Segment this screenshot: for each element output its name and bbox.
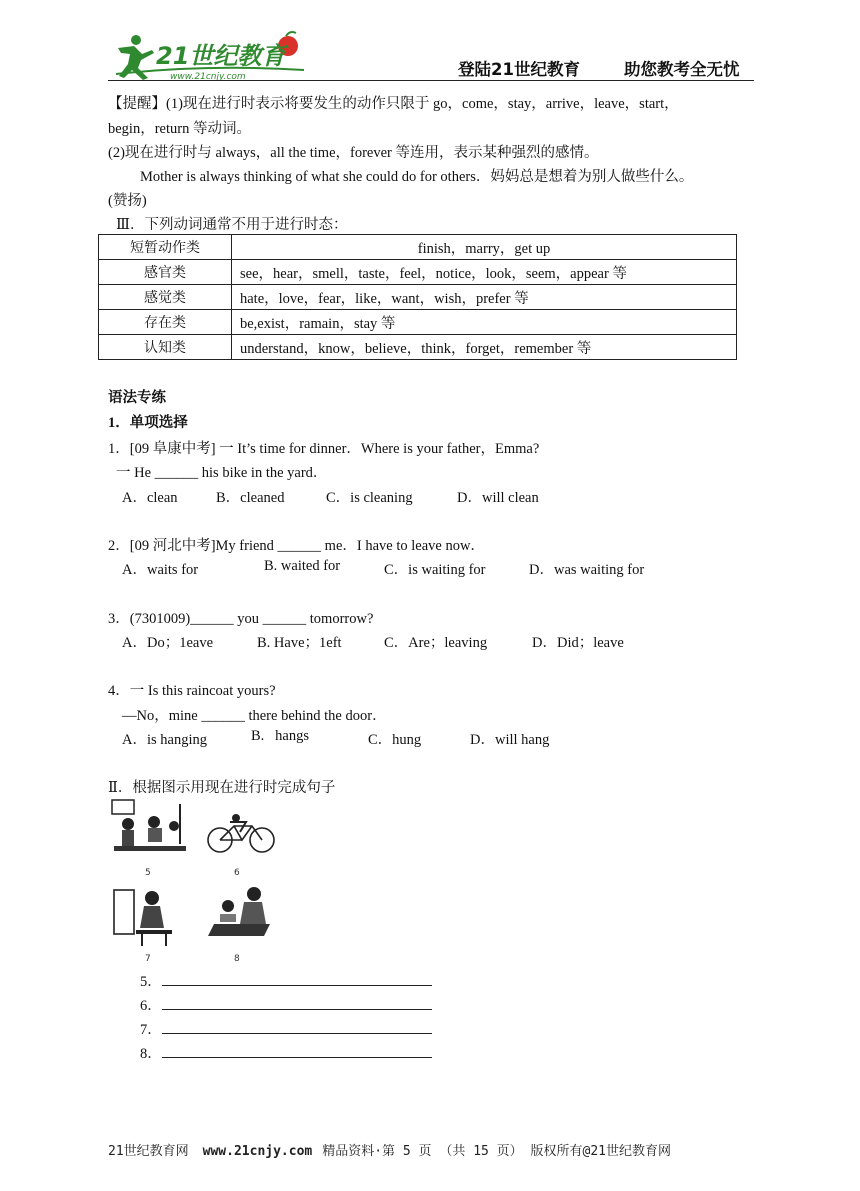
header-divider [108,80,754,81]
figure-reading-image [108,884,180,955]
page-footer [108,1140,671,1159]
part-2-title: Ⅱ．根据图示用现在进行时完成句子 [108,780,336,796]
table-cell-category: 存在类 [99,310,232,335]
q2-option-a: A．waits for [122,562,199,578]
q2-option-b: B. waited for [264,558,341,574]
section-3-title: Ⅲ．下列动词通常不用于进行时态： [116,217,348,233]
footer-site-link[interactable]: www.21cnjy.com [202,1144,313,1159]
q3-option-b: B. Have；1eft [257,635,342,651]
table-cell-verbs: see，hear，smell，taste，feel，notice，look，seem，appear 等 [232,260,737,285]
table-cell-verbs: finish，marry，get up [232,235,737,260]
table-cell-verbs: hate，love，fear，like，want，wish，prefer 等 [232,285,737,310]
example-tag: (赞扬) [108,193,147,209]
question-3-stem: 3．(7301009)______ you ______ tomorrow? [108,611,374,627]
table-cell-category: 认知类 [99,335,232,360]
q3-option-d: D．Did；leave [532,635,624,651]
question-4-stem-2: —No，mine ______ there behind the door． [122,708,387,724]
example-sentence: Mother is always thinking of what she could do for others．妈妈总是想着为别人做些什么。 [140,169,694,185]
table-cell-category: 感官类 [99,260,232,285]
site-logo [108,30,308,82]
q2-option-c: C．is waiting for [384,562,486,578]
q4-option-a: A．is hanging [122,732,207,748]
table-row [99,260,737,285]
verb-table [98,234,737,360]
answer-blank[interactable] [162,996,432,1010]
answer-number: 6． [140,998,162,1014]
answer-blank[interactable] [162,972,432,986]
question-1-stem-2: 一 He ______ his bike in the yard． [116,465,328,481]
header-slogan-right: 助您教考全无忧 [624,60,740,79]
figure-writing-image [204,884,276,949]
practice-title: 语法专练 [108,390,166,406]
note-line-1: 【提醒】(1)现在进行时表示将要发生的动作只限于 go，come，stay，arrive，leave，start， [108,96,679,112]
answer-blank[interactable] [162,1020,432,1034]
table-cell-verbs: be,exist，ramain，stay 等 [232,310,737,335]
table-cell-verbs: understand，know，believe，think，forget，remember 等 [232,335,737,360]
figure-bicycle-image [206,812,276,861]
answer-line-6[interactable] [140,994,432,1015]
q1-option-c: C．is cleaning [326,490,413,506]
footer-right: 精品资料·第 5 页 （共 15 页） 版权所有@21世纪教育网 [322,1144,671,1159]
table-row [99,335,737,360]
question-2-stem: 2．[09 河北中考]My friend ______ me．I have to leave now． [108,538,485,554]
table-row [99,285,737,310]
question-1-stem: 1．[09 阜康中考] 一 It’s time for dinner．Where is your father，Emma? [108,441,540,457]
answer-number: 7． [140,1022,162,1038]
q4-option-b: B. hangs [251,728,309,744]
figure-label-6: 6 [234,868,240,878]
answer-number: 8． [140,1046,162,1062]
answer-number: 5． [140,974,162,990]
q3-option-c: C．Are；leaving [384,635,488,651]
answer-blank[interactable] [162,1044,432,1058]
table-cell-category: 感觉类 [99,285,232,310]
table-row [99,310,737,335]
answer-line-8[interactable] [140,1042,432,1063]
logo-text: 21世纪教育 [156,42,286,70]
figure-label-8: 8 [234,954,240,964]
q1-option-d: D．will clean [457,490,539,506]
q1-option-b: B．cleaned [216,490,285,506]
question-4-stem: 4．一 Is this raincoat yours? [108,683,276,699]
q4-option-d: D．will hang [470,732,550,748]
table-cell-category: 短暂动作类 [99,235,232,260]
q3-option-a: A．Do；1eave [122,635,214,651]
q2-option-d: D．was waiting for [529,562,645,578]
table-row [99,235,737,260]
figure-label-5: 5 [145,868,151,878]
header-slogan-left: 登陆21世纪教育 [458,60,580,79]
answer-line-5[interactable] [140,970,432,991]
note-line-3: (2)现在进行时与 always，all the time，forever 等连用，表示某种强烈的感情。 [108,145,599,161]
answer-line-7[interactable] [140,1018,432,1039]
figure-label-7: 7 [145,954,151,964]
footer-left: 21世纪教育网 [108,1144,189,1159]
q1-option-a: A．clean [122,490,178,506]
logo-url: www.21cnjy.com [170,72,246,82]
q4-option-c: C．hung [368,732,422,748]
part-1-title: 1．单项选择 [108,415,188,431]
note-line-2: begin，return 等动词。 [108,121,251,137]
figure-classroom-image [110,798,190,863]
